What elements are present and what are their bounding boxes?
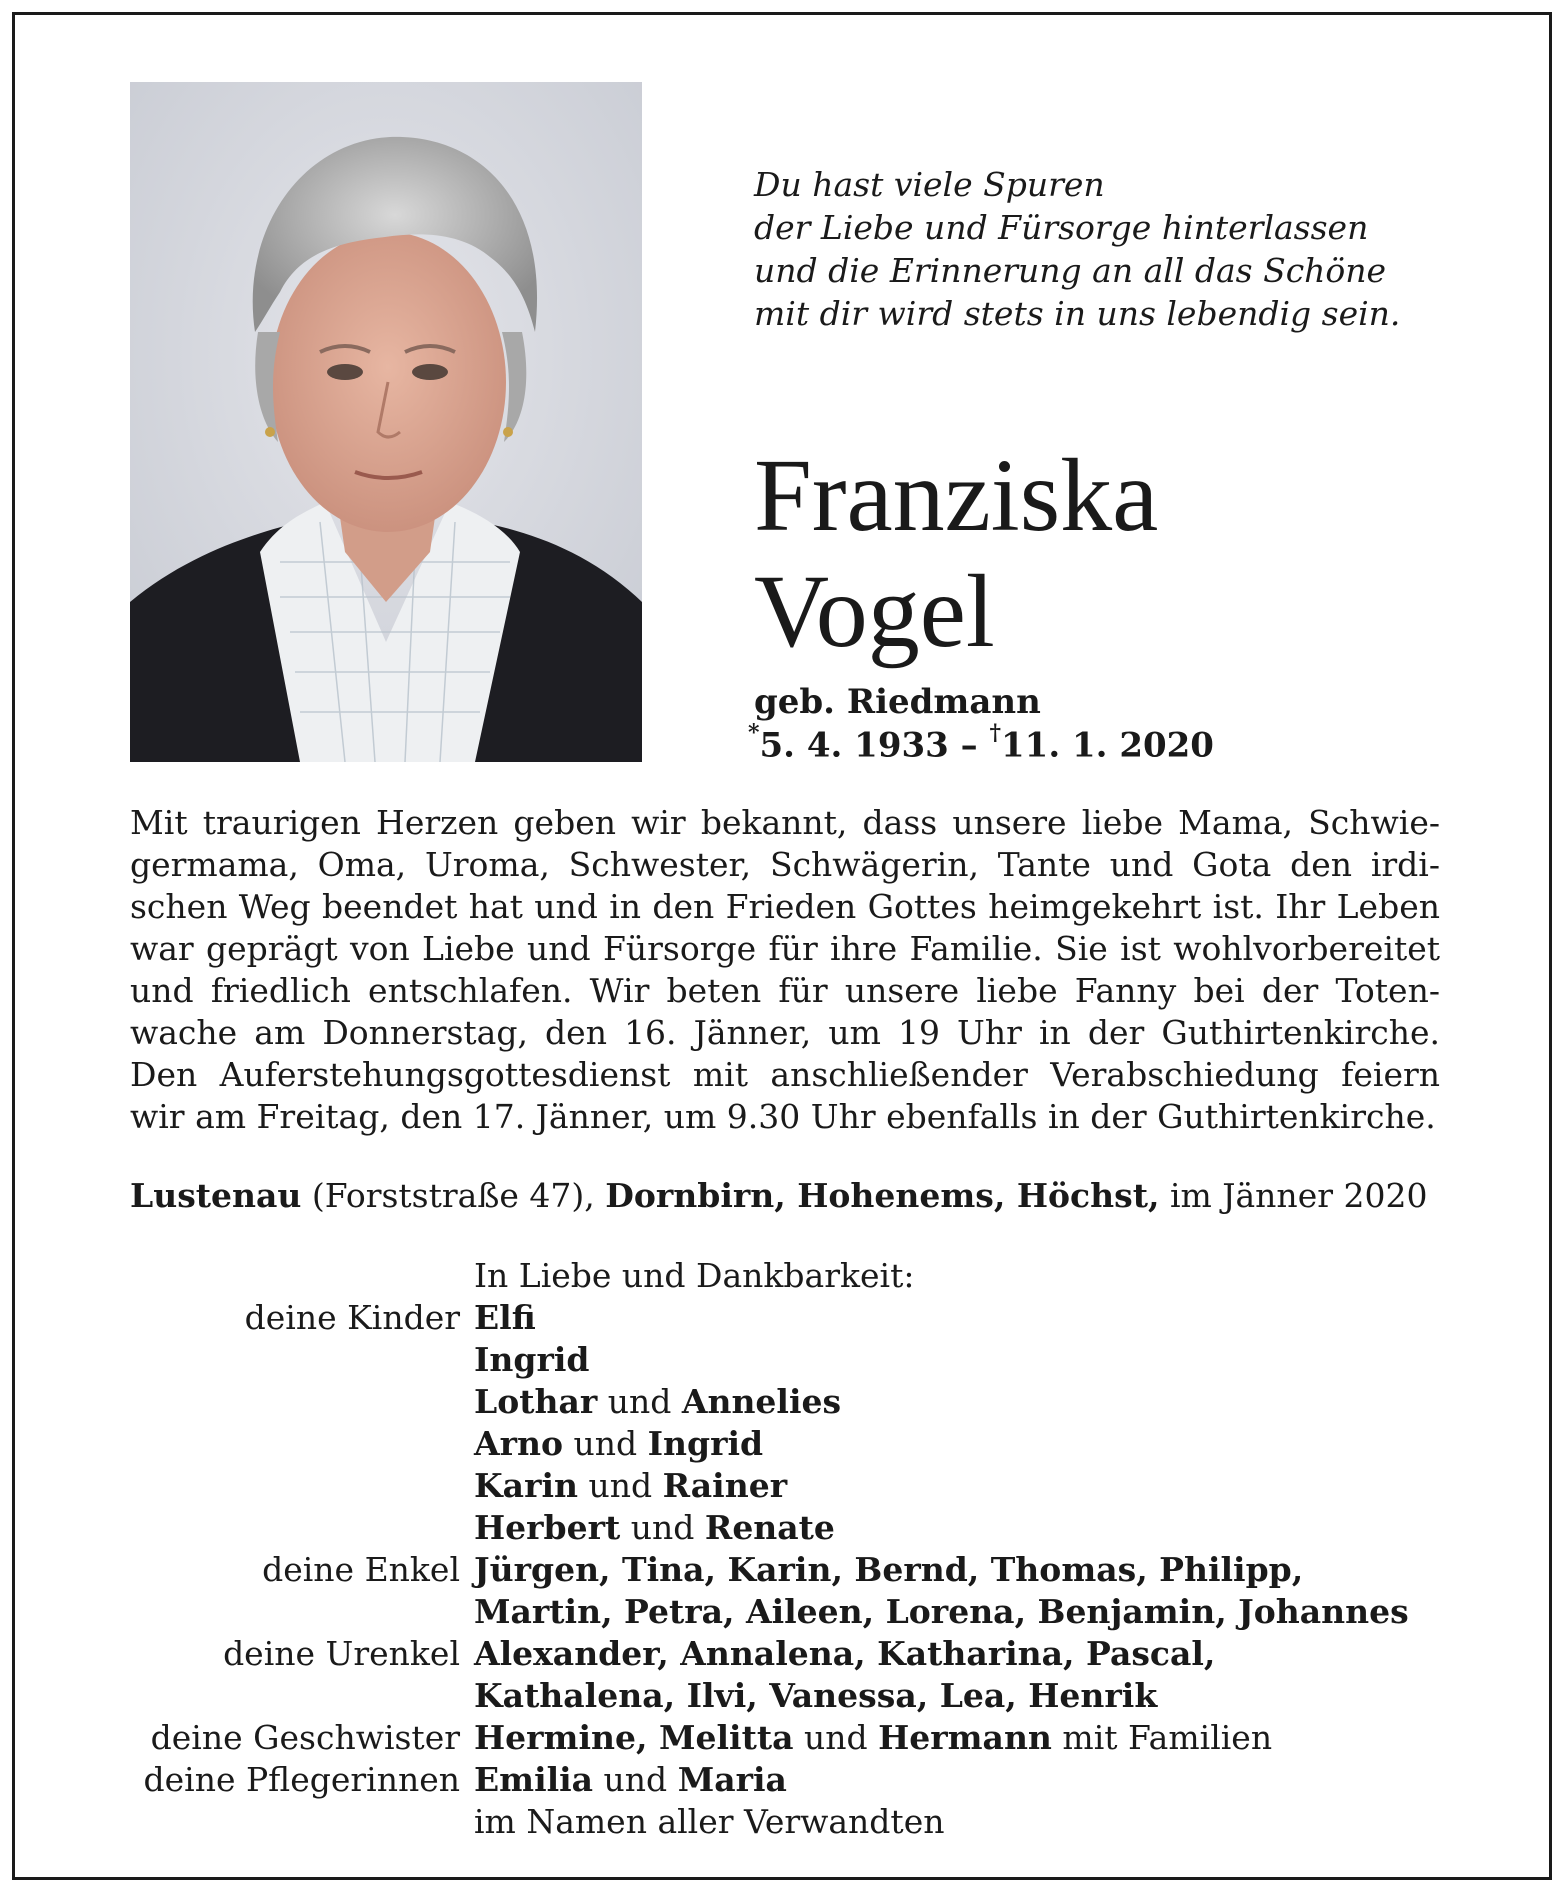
- first-name: Franziska: [754, 438, 1159, 553]
- enkel-names: Martin, Petra, Aileen, Lorena, Benjamin, Johannes: [474, 1592, 1409, 1631]
- partner-name: Rainer: [662, 1466, 788, 1505]
- geschwister-label: deine Geschwister: [150, 1718, 460, 1757]
- kinder-name: Arno: [474, 1424, 563, 1463]
- body-line: Den Auferstehungsgottesdienst mit anschließender Verabschiedung feiern: [130, 1055, 1440, 1094]
- partner-name: Renate: [704, 1508, 835, 1547]
- geschwister-names: Hermine, Melitta: [474, 1718, 794, 1757]
- connector-und: und: [593, 1760, 678, 1799]
- last-name: Vogel: [754, 554, 995, 669]
- place-address: (Forststraße 47),: [301, 1176, 606, 1215]
- kinder-name: Herbert: [474, 1508, 621, 1547]
- kinder-name: Elfi: [474, 1298, 536, 1337]
- poem-line: und die Erinnerung an all das Schöne: [754, 251, 1387, 290]
- memorial-poem: [754, 163, 1454, 335]
- birth-date: 5. 4. 1933: [759, 725, 949, 766]
- death-symbol: †: [989, 720, 1002, 746]
- kinder-label: deine Kinder: [244, 1298, 460, 1337]
- kinder-entry: [474, 1297, 536, 1339]
- pfleger-name: Emilia: [474, 1760, 594, 1799]
- poem-line: Du hast viele Spuren: [754, 165, 1105, 204]
- closing-line: im Namen aller Verwandten: [474, 1802, 945, 1841]
- kinder-entry: [474, 1339, 590, 1381]
- connector-und: und: [563, 1424, 648, 1463]
- poem-line: der Liebe und Fürsorge hinterlassen: [754, 208, 1369, 247]
- place-others: Dornbirn, Hohenems, Höchst,: [605, 1176, 1160, 1215]
- birth-symbol: *: [748, 720, 760, 746]
- date-separator: –: [948, 725, 990, 766]
- urenkel-names: Alexander, Annalena, Katharina, Pascal,: [474, 1634, 1216, 1673]
- life-dates: [748, 720, 1214, 766]
- body-line: schen Weg beendet hat und in den Frieden Gottes heimgekehrt ist. Ihr Leben: [130, 887, 1440, 926]
- place-town: Lustenau: [130, 1176, 302, 1215]
- body-line: Mit traurigen Herzen geben wir bekannt, dass unsere liebe Mama, Schwie-: [130, 803, 1440, 842]
- body-line: und friedlich entschlafen. Wir beten für unsere liebe Fanny bei der Toten-: [130, 971, 1440, 1010]
- deceased-name: [754, 438, 1158, 670]
- connector-und: und: [793, 1718, 879, 1757]
- poem-line: mit dir wird stets in uns lebendig sein.: [754, 294, 1401, 333]
- kinder-name: Karin: [474, 1466, 578, 1505]
- birth-name: geb. Riedmann: [754, 682, 1041, 722]
- kinder-entry: [474, 1507, 835, 1549]
- kinder-entry: [474, 1423, 763, 1465]
- connector-und: und: [620, 1508, 705, 1547]
- enkel-names: Jürgen, Tina, Karin, Bernd, Thomas, Philipp,: [474, 1550, 1304, 1589]
- kinder-name: Ingrid: [474, 1340, 590, 1379]
- signature-intro: In Liebe und Dankbarkeit:: [474, 1256, 915, 1295]
- place-date-line: [130, 1176, 1427, 1215]
- portrait-photo: [130, 82, 642, 762]
- body-line: wache am Donnerstag, den 16. Jänner, um 19 Uhr in der Guthirtenkirche.: [130, 1013, 1440, 1052]
- kinder-name: Lothar: [474, 1382, 598, 1421]
- body-line: war geprägt von Liebe und Fürsorge für ihre Familie. Sie ist wohlvorbereitet: [130, 929, 1440, 968]
- signatures: [0, 1255, 1568, 1843]
- enkel-label: deine Enkel: [262, 1550, 460, 1589]
- urenkel-label: deine Urenkel: [223, 1634, 460, 1673]
- announcement-text: [130, 802, 1440, 1138]
- connector-und: und: [577, 1466, 663, 1505]
- geschwister-name: Hermann: [878, 1718, 1052, 1757]
- kinder-entry: [474, 1381, 841, 1423]
- place-date: im Jänner 2020: [1159, 1176, 1428, 1215]
- urenkel-names: Kathalena, Ilvi, Vanessa, Lea, Henrik: [474, 1676, 1158, 1715]
- body-line: germama, Oma, Uroma, Schwester, Schwägerin, Tante und Gota den irdi-: [130, 845, 1440, 884]
- kinder-entry: [474, 1465, 787, 1507]
- partner-name: Ingrid: [647, 1424, 764, 1463]
- partner-name: Annelies: [681, 1382, 842, 1421]
- body-line: wir am Freitag, den 17. Jänner, um 9.30 Uhr ebenfalls in der Guthirtenkirche.: [130, 1097, 1436, 1136]
- geschwister-suffix: mit Familien: [1051, 1718, 1273, 1757]
- connector-und: und: [597, 1382, 682, 1421]
- pfleger-label: deine Pflegerinnen: [143, 1760, 460, 1799]
- death-date: 11. 1. 2020: [1001, 725, 1214, 766]
- pfleger-name: Maria: [677, 1760, 787, 1799]
